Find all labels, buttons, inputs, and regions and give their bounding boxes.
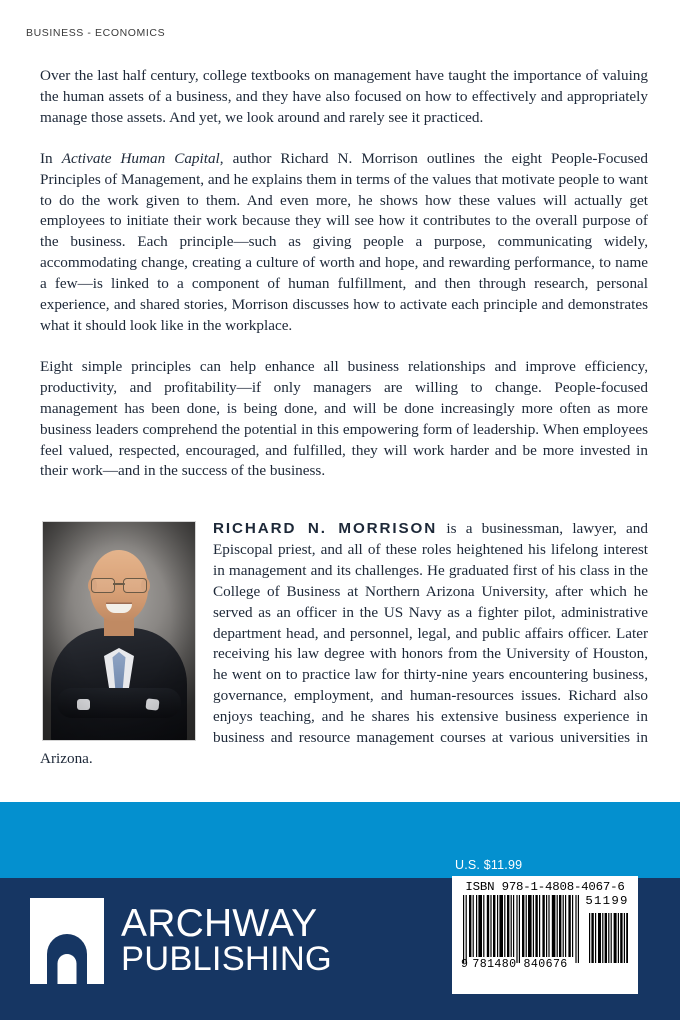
barcode-addon-digits: 51199 xyxy=(585,894,629,909)
ean-group-2: 840676 xyxy=(523,958,568,972)
publisher-logo xyxy=(30,898,332,984)
publisher-name-line2: PUBLISHING xyxy=(121,940,332,979)
blurb-p2-rest: , author Richard N. Morrison outlines the eight People-Focused Principles of Management, and he explains them in terms of the values that motivate people to want to do the work given to them. And even more, he shows how these values will actually get employees to initiate their work because they will see how it contributes to the overall purpose of the business. Each principle—such as giving people a purpose, communicating widely, accommodating change, creating a culture of worth and hope, and rewarding performance, to name a few—is linked to a component of human fulfillment, and then through research, personal experience, and shared stories, Morrison discusses how to activate each principle and demonstrates what it should look like in the workplace. xyxy=(40,149,648,334)
blurb-p2-prefix: In xyxy=(40,149,62,167)
publisher-wordmark xyxy=(121,901,332,979)
blurb-paragraph-1: Over the last half century, college textbooks on management have taught the importance of valuing the human assets of a business, and they have also focused on how to effectively and appropriately manage those assets. And yet, we look around and rarely see it practiced. xyxy=(40,67,648,126)
author-photo xyxy=(42,521,196,741)
blurb-body xyxy=(40,66,648,482)
book-title-italic: Activate Human Capital xyxy=(61,149,220,167)
author-bio-text: is a businessman, lawyer, and Episcopal priest, and all of these roles heightened his lifelong interest in management and its challenges. He graduated first of his class in the College of Business at Northern Arizona University, after which he served as an officer in the US Navy as a fighter pilot, administrative department head, and personnel, legal, and public affairs officer. Later receiving his law degree with honors from the University of Houston, he went on to practice law for thirty-nine years encountering business, governance, employment, and human-resources issues. Richard also enjoys teaching, and he shares his extensive business experience in business and resource management courses at various universities in Arizona. xyxy=(40,520,648,767)
ean-group-1: 781480 xyxy=(472,958,517,972)
category-label: BUSINESS - ECONOMICS xyxy=(26,27,166,39)
barcode-ean-digits xyxy=(459,958,631,971)
light-blue-band xyxy=(0,802,680,878)
publisher-name-line1: ARCHWAY xyxy=(121,901,318,945)
blurb-paragraph-2 xyxy=(40,149,648,337)
barcode-block xyxy=(452,876,638,994)
price-label: U.S. $11.99 xyxy=(455,858,523,872)
barcode-ean13-bars xyxy=(463,895,581,963)
archway-logo-icon xyxy=(30,898,104,984)
author-section xyxy=(40,519,648,770)
barcode-addon-bars xyxy=(589,913,629,963)
blurb-paragraph-3: Eight simple principles can help enhance all business relationships and improve efficiency, productivity, and profitability—if only managers are willing to change. People-focused management has been done, is being done, and will be done increasingly more often as more business leaders comprehend the potential in this empowering form of leadership. When employees feel valued, respected, encouraged, and fulfilled, they will work harder and be more invested in their work—and in the success of the business. xyxy=(40,357,648,480)
archway-arch-inner xyxy=(58,954,77,984)
ean-check-digit: 9 xyxy=(461,958,469,972)
isbn-text: ISBN 978-1-4808-4067-6 xyxy=(465,880,625,894)
photo-vignette xyxy=(43,522,195,740)
archway-arch-shape xyxy=(47,934,87,984)
barcode-bars-row xyxy=(459,895,631,967)
author-name: RICHARD N. MORRISON xyxy=(213,520,438,537)
